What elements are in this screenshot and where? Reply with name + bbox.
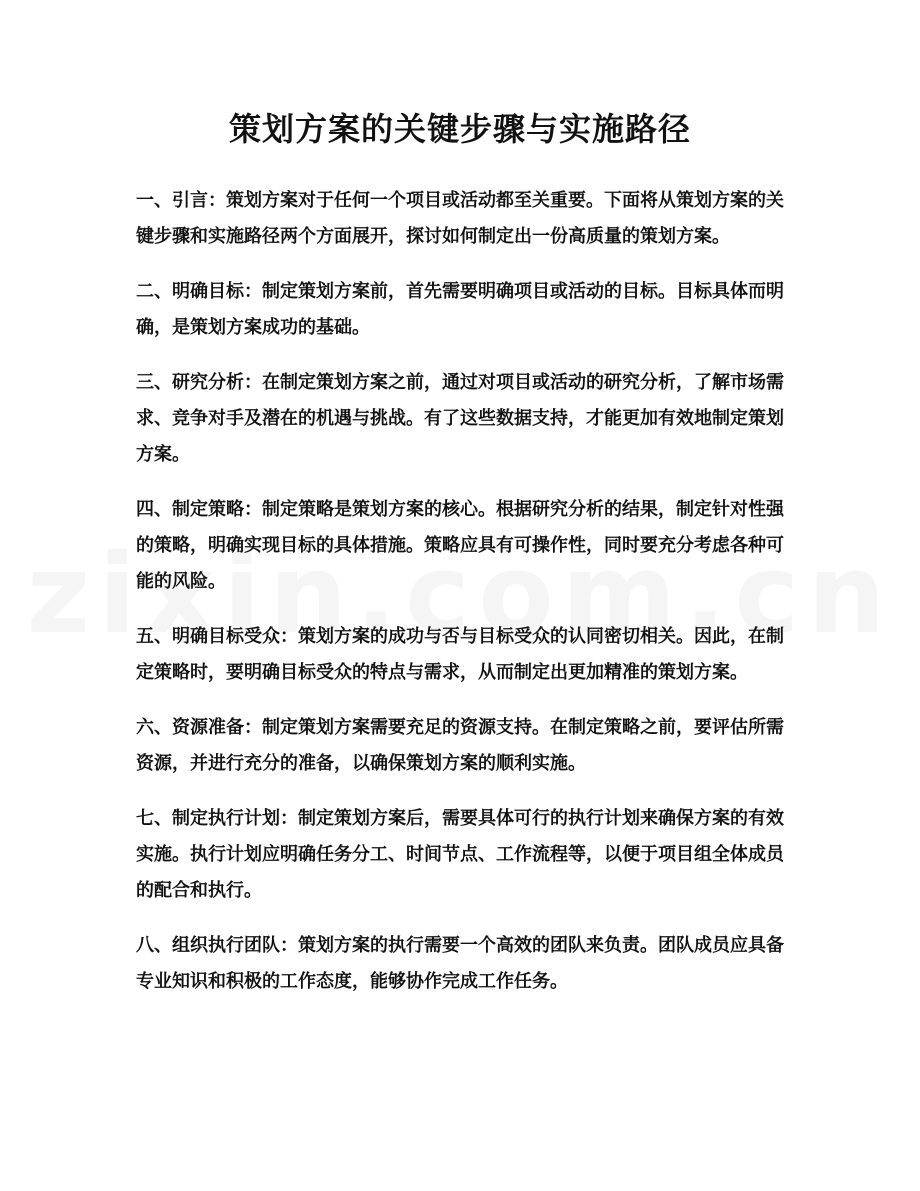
paragraph-research-analysis: 三、研究分析：在制定策划方案之前，通过对项目或活动的研究分析，了解市场需求、竞争对手及潜在的机遇与挑战。有了这些数据支持，才能更加有效地制定策划方案。 <box>136 372 784 465</box>
paragraph-define-goals: 二、明确目标：制定策划方案前，首先需要明确项目或活动的目标。目标具体而明确，是策划方案成功的基础。 <box>136 281 784 338</box>
paragraph-execution-team: 八、组织执行团队：策划方案的执行需要一个高效的团队来负责。团队成员应具备专业知识和积极的工作态度，能够协作完成工作任务。 <box>136 935 784 992</box>
paragraph-target-audience: 五、明确目标受众：策划方案的成功与否与目标受众的认同密切相关。因此，在制定策略时，要明确目标受众的特点与需求，从而制定出更加精准的策划方案。 <box>136 626 784 683</box>
paragraph-strategy: 四、制定策略：制定策略是策划方案的核心。根据研究分析的结果，制定针对性强的策略，明确实现目标的具体措施。策略应具有可操作性，同时要充分考虑各种可能的风险。 <box>136 499 784 592</box>
paragraph-execution-plan: 七、制定执行计划：制定策划方案后，需要具体可行的执行计划来确保方案的有效实施。执行计划应明确任务分工、时间节点、工作流程等，以便于项目组全体成员的配合和执行。 <box>136 808 784 901</box>
paragraph-introduction: 一、引言：策划方案对于任何一个项目或活动都至关重要。下面将从策划方案的关键步骤和实施路径两个方面展开，探讨如何制定出一份高质量的策划方案。 <box>136 190 784 247</box>
document-body <box>136 183 784 1019</box>
document-title: 策划方案的关键步骤与实施路径 <box>228 110 691 148</box>
paragraph-resources: 六、资源准备：制定策划方案需要充足的资源支持。在制定策略之前，要评估所需资源，并进行充分的准备，以确保策划方案的顺利实施。 <box>136 717 784 774</box>
